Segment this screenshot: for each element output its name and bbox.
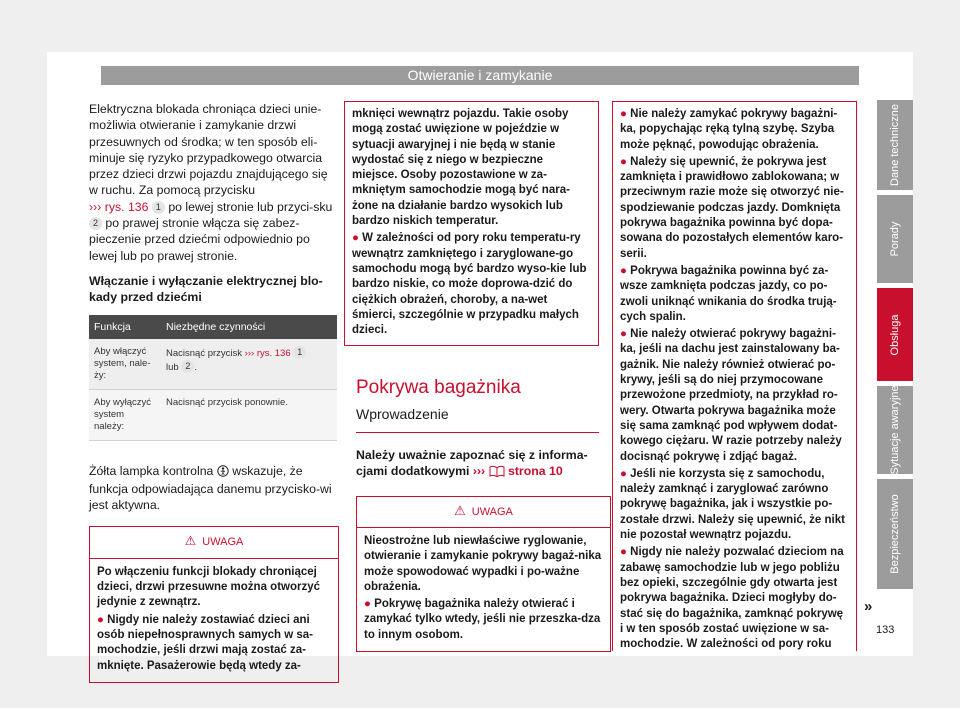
warning-bullet-text: Nie należy zamykać pokrywy bagażni-ka, popychając ręką tylną szybę. Szyba może pęknąć, powodując obrażenia. — [620, 108, 838, 151]
warning-bullet — [97, 613, 331, 674]
tab-porady[interactable] — [877, 195, 913, 283]
warning-bullet-text: Nie należy otwierać pokrywy bagażni-ka, jeśli na dachu jest zainstalowany ba-gażnik. Nie należy również otwierać po-krywy, jeśli są do niej przymocowane przewożone przedmioty, na przykład ro-wery. Otwarta pokrywa bagażnika może się sama zamknąć pod wpływem dodat-kowego ciężaru. W razie potrzeby należy docisnąć pokrywę i zdjąć bagaż. — [620, 328, 842, 463]
warning-title — [90, 527, 338, 558]
intro-text-b: po lewej stronie lub przyci-sku — [168, 199, 333, 214]
warning-box — [356, 496, 611, 652]
lamp-paragraph — [89, 463, 339, 514]
warning-bullet-text: Jeśli nie korzysta się z samochodu, należy zamknąć i zaryglować zarówno pokrywę bagażnika, jak i wszystkie po-zostałe drzwi. Należy się upewnić, że nikt nie pozostał wewnątrz pojazdu. — [620, 467, 845, 542]
table-row — [89, 389, 337, 440]
warning-title-text: UWAGA — [471, 505, 513, 518]
callout-2: 2 — [181, 360, 194, 373]
intro-paragraph — [344, 447, 599, 482]
column-right — [612, 101, 857, 651]
warning-box-continued — [344, 101, 599, 346]
section-heading-block — [344, 377, 599, 422]
tab-label: Sytuacje awaryjne — [889, 385, 901, 475]
ref-arrow: ››› — [472, 464, 486, 479]
child-lock-icon — [217, 465, 229, 481]
warning-bullet — [364, 597, 603, 643]
page-header: Otwieranie i zamykanie — [101, 66, 859, 85]
action-text-c: . — [194, 361, 197, 373]
ref-arrow: ››› — [244, 347, 255, 359]
warning-icon: ⚠ — [184, 533, 197, 549]
warning-bullet — [620, 264, 849, 325]
warning-bullet — [620, 467, 849, 543]
table-header-row — [89, 315, 337, 339]
callout-2: 2 — [89, 217, 102, 230]
intro-text-c: po prawej stronie włącza się zabez-pieczenie przed dziećmi odpowiednio po lewej lub po prawej stronie. — [89, 216, 310, 263]
warning-bullet — [620, 107, 849, 153]
warning-box — [89, 526, 339, 682]
section-divider — [356, 432, 599, 433]
ref-arrow: ››› — [89, 199, 102, 214]
warning-bullet-text: Nigdy nie należy pozwalać dzieciom na zabawę samochodzie lub w jego pobliżu bez opieki, szczególnie gdy otwarta jest pokrywa bagażnika. Dzieci mogłyby do-stać się do bagażnika, zamknąć pokrywę i w ten sposób zostać uwięzione w sa-mochodzie. W zależności od pory roku — [620, 546, 844, 651]
section-title: Pokrywa bagażnika — [356, 377, 521, 399]
subheading: Włączanie i wyłączanie elektrycznej blo-kady przed dziećmi — [89, 273, 323, 305]
table-cell-function: Aby wyłączyć system należy: — [89, 389, 161, 440]
column-left — [89, 101, 339, 683]
warning-icon: ⚠ — [454, 502, 466, 518]
intro-text: Należy uważnie zapoznać się z informa-cjami dodatkowymi — [356, 448, 588, 479]
lamp-text-a: Żółta lampka kontrolna — [89, 463, 214, 478]
warning-text: Po włączeniu funkcji blokady chroniącej dzieci, drzwi przesuwne można otworzyć jedynie z zewnątrz. — [97, 565, 321, 609]
column-middle — [344, 101, 602, 652]
figure-link[interactable]: rys. 136 — [104, 199, 149, 214]
action-text-a: Nacisnąć przycisk — [166, 347, 243, 359]
intro-paragraph — [89, 101, 339, 264]
table-cell-function: Aby włączyć system, nale-ży: — [89, 339, 161, 390]
bullet-icon: ● — [620, 108, 627, 120]
tab-bezpieczenstwo[interactable] — [877, 479, 913, 589]
tab-label: Porady — [889, 221, 901, 257]
bullet-icon: ● — [620, 467, 627, 480]
table-row — [89, 339, 337, 390]
lamp-text-b: wskazuje, że funkcja odpowiadająca danemu przycisko-wi jest aktywna. — [89, 463, 332, 513]
warning-bullet — [620, 155, 849, 262]
callout-1: 1 — [152, 201, 165, 214]
table-header-function: Funkcja — [89, 315, 161, 339]
bullet-icon: ● — [352, 232, 359, 245]
tab-label: Dane techniczne — [889, 104, 901, 186]
tab-obsluga[interactable] — [877, 288, 913, 381]
page-link[interactable]: strona 10 — [508, 464, 563, 479]
warning-bullet-text: Pokrywę bagażnika należy otwierać i zamykać tylko wtedy, jeśli nie przeszka-dza to innym osobom. — [364, 598, 601, 641]
section-subtitle: Wprowadzenie — [356, 405, 449, 422]
warning-title — [357, 497, 610, 528]
warning-box-continued — [612, 101, 857, 651]
bullet-icon: ● — [620, 155, 627, 168]
action-text-b: lub — [166, 361, 179, 373]
function-table — [89, 315, 337, 441]
bullet-icon: ● — [620, 264, 627, 277]
tab-dane-techniczne[interactable] — [877, 100, 913, 190]
tab-label: Obsługa — [889, 314, 901, 355]
bullet-icon: ● — [97, 613, 104, 626]
figure-link[interactable]: rys. 136 — [256, 347, 291, 359]
bullet-icon: ● — [364, 598, 371, 611]
warning-text: mknięci wewnątrz pojazdu. Takie osoby mogą zostać uwięzione w pojeździe w sytuacji awaryjnej i nie będą w stanie wydostać się z niego w bezpieczne miejsce. Osoby pozostawione w za-mkniętym samochodzie mogą być nara-żone na działanie bardzo wysokich lub bardzo niskich temperatur. — [352, 108, 570, 228]
warning-bullet — [352, 231, 591, 338]
bullet-icon: ● — [620, 546, 627, 559]
continued-marker: » — [864, 598, 873, 615]
info-book-icon — [489, 465, 505, 481]
warning-bullet — [620, 545, 849, 652]
warning-bullet-text: Nigdy nie należy zostawiać dzieci ani osób niepełnosprawnych samych w sa-mochodzie, jeśli drzwi mają zostać za-mknięte. Pasażerowie będą wtedy za- — [97, 613, 314, 672]
bullet-icon: ● — [620, 328, 627, 341]
table-header-actions: Niezbędne czynności — [161, 315, 337, 339]
table-cell-action — [161, 339, 337, 390]
warning-bullet-text: Pokrywa bagażnika powinna być za-wsze zamknięta podczas jazdy, co po-zwoli uniknąć wnikania do środka trują-cych spalin. — [620, 264, 837, 323]
warning-bullet-text: Należy się upewnić, że pokrywa jest zamknięta i prawidłowo zablokowana; w przeciwnym razie może się otworzyć nie-spodziewanie podczas jazdy. Domknięta pokrywa bagażnika powinna być dopa-sowana do pozostałych elementów karo-serii. — [620, 155, 844, 260]
intro-text-a: Elektryczna blokada chroniąca dzieci unie-możliwia otwieranie i zamykanie drzwi przesuwnych od środka; w ten sposób eli-minuje się ryzyko przypadkowego otwarcia przez dzieci drzwi pojazdu znajdującego się w ruchu. Za pomocą przycisku — [89, 102, 328, 198]
table-cell-action: Nacisnąć przycisk ponownie. — [161, 389, 337, 440]
tab-sytuacje-awaryjne[interactable] — [877, 386, 913, 474]
warning-bullet — [620, 327, 849, 465]
warning-bullet-text: W zależności od pory roku temperatu-ry wewnątrz zamkniętego i zaryglowane-go samochodu mogą być bardzo wyso-kie lub bardzo niskie, co może doprowa-dzić do ciężkich obrażeń, choroby, a na-wet śmierci, szczególnie w przypadku małych dzieci. — [352, 232, 587, 337]
warning-title-text: UWAGA — [202, 536, 244, 549]
warning-text: Nieostrożne lub niewłaściwe ryglowanie, otwieranie i zamykanie pokrywy bagaż-nika może spowodować wypadki i po-ważne obrażenia. — [364, 534, 602, 593]
callout-1: 1 — [293, 346, 306, 359]
page-number: 133 — [876, 624, 895, 636]
tab-label: Bezpieczeństwo — [889, 494, 901, 574]
